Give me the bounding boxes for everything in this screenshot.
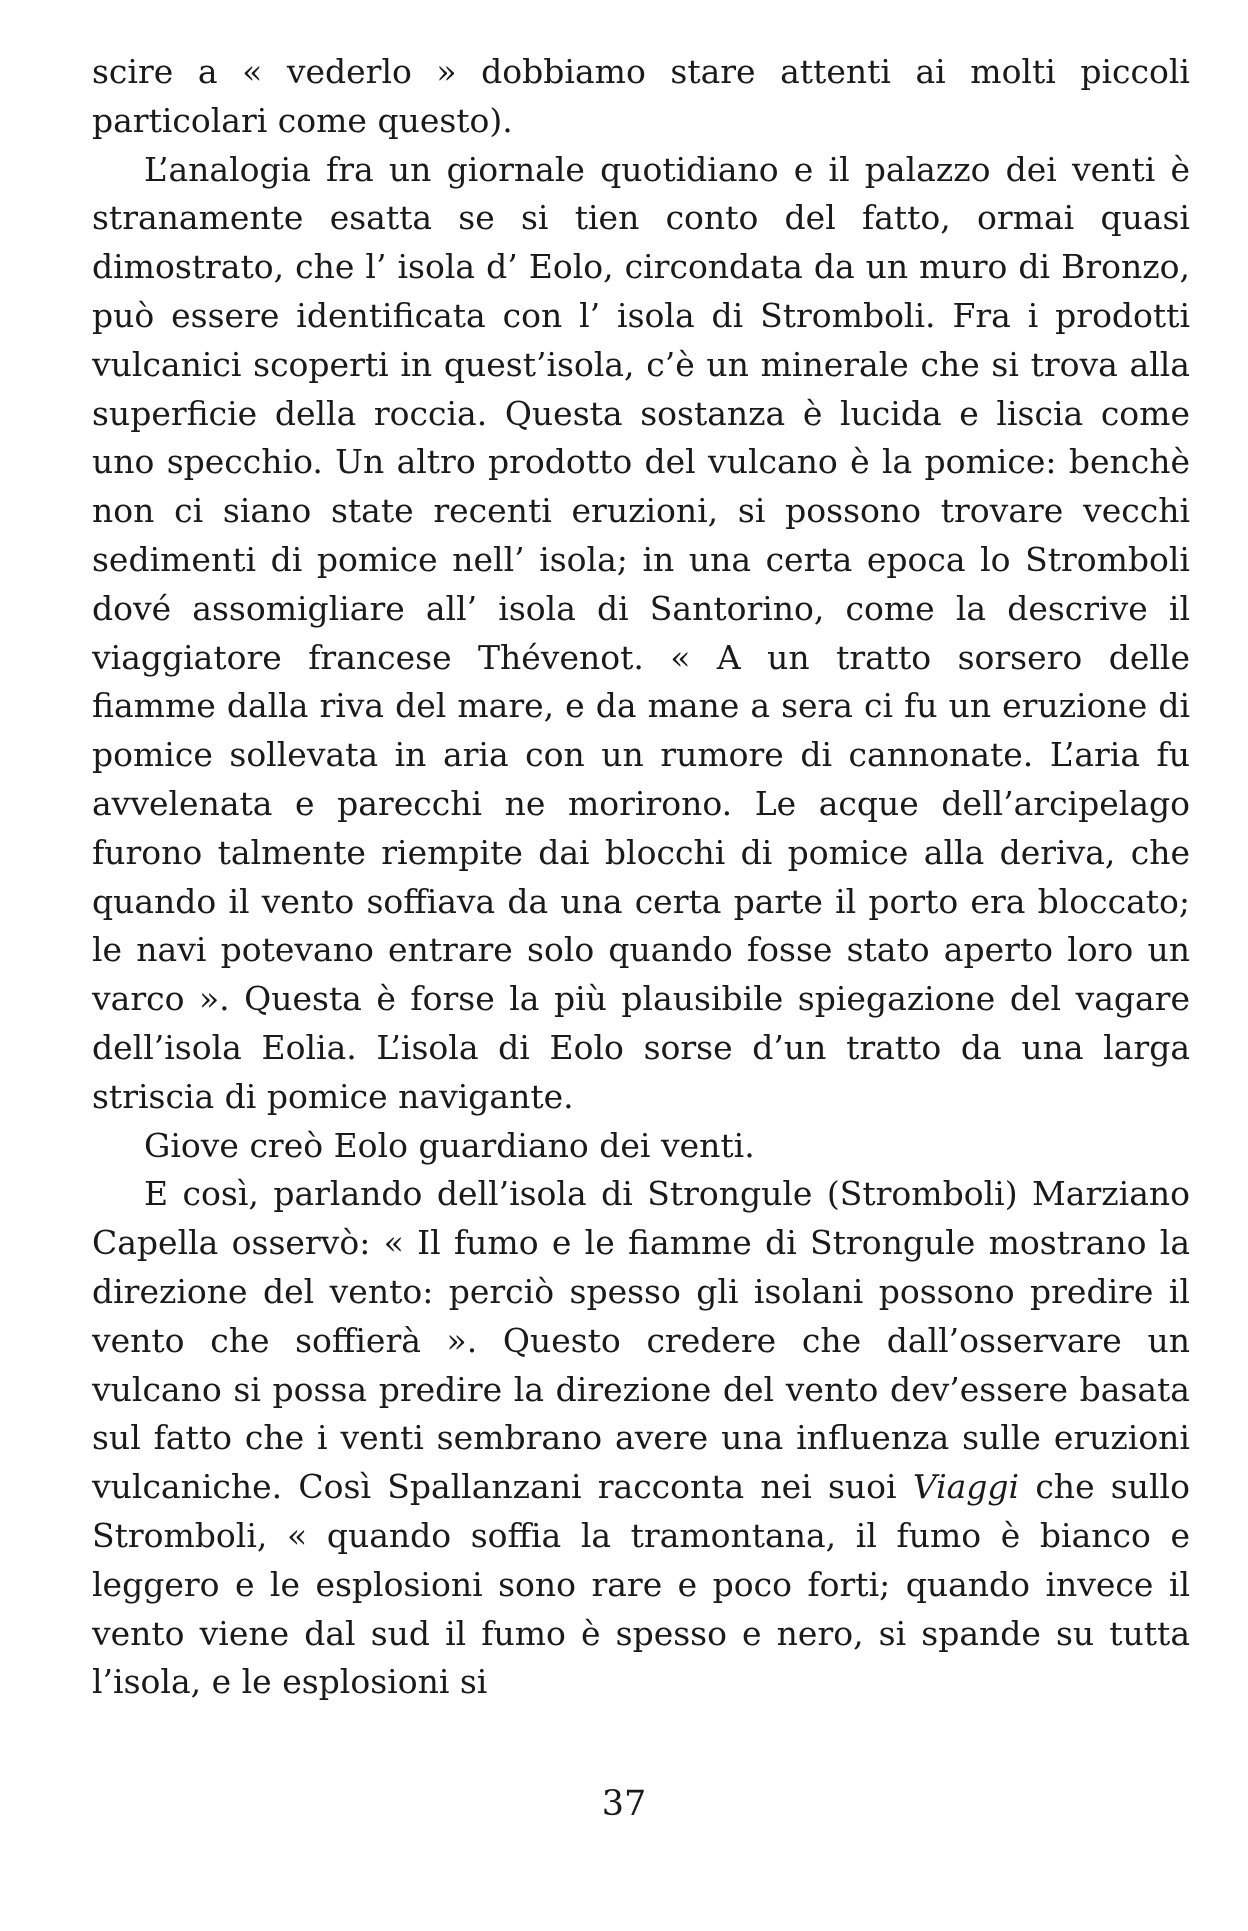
paragraph-continuation: scire a « vederlo » dobbiamo stare attenti ai molti piccoli particolari come questo).: [92, 52, 1190, 140]
page-number: 37: [601, 1784, 647, 1824]
paragraph-strongule-end: che sullo Stromboli, « quando soffia la tramontana, il fumo è bianco e leggero e le esplosioni sono rare e poco forti; quando invece il vento viene dal sud il fumo è spesso e nero, si spande su tutta l’isola, e le esplosioni si: [92, 1467, 1190, 1702]
paragraph-giove: Giove creò Eolo guardiano dei venti.: [144, 1125, 755, 1165]
paragraph-analogy: L’analogia fra un giornale quotidiano e il palazzo dei venti è stranamente esatta se si tien conto del fatto, ormai quasi dimostrato, che l’ isola d’ Eolo, circondata da un muro di Bronzo, può essere identificata con l’ isola di Stromboli. Fra i prodotti vulcanici scoperti in quest’isola, c’è un minerale che si trova alla superficie della roccia. Questa sostanza è lucida e liscia come uno specchio. Un altro prodotto del vulcano è la pomice: benchè non ci siano state recenti eruzioni, si possono trovare vecchi sedimenti di pomice nell’ isola; in una certa epoca lo Stromboli dové assomigliare all’ isola di Santorino, come la descrive il viaggiatore francese Thévenot. « A un tratto sorsero delle fiamme dalla riva del mare, e da mane a sera ci fu un eruzione di pomice sollevata in aria con un rumore di cannonate. L’aria fu avvelenata e parecchi ne morirono. Le acque dell’arcipelago furono talmente riempite dai blocchi di pomice alla deriva, che quando il vento soffiava da una certa parte il porto era bloccato; le navi potevano entrare solo quando fosse stato aperto loro un varco ». Questa è forse la più plausibile spiegazione del vagare dell’isola Eolia. L’isola di Eolo sorse d’un tratto da una larga striscia di pomice navigante.: [92, 149, 1190, 1116]
paragraph-strongule: [92, 1170, 1190, 1707]
body-text: [92, 48, 1190, 1707]
italic-title-viaggi: Viaggi: [912, 1467, 1020, 1507]
paragraph-strongule-start: E così, parlando dell’isola di Strongule (Stromboli) Marziano Capella osservò: « Il fumo e le fiamme di Strongule mostrano la direzione del vento: perciò spesso gli isolani possono predire il vento che soffierà ». Questo credere che dall’osservare un vulcano si possa predire la direzione del vento dev’essere basata sul fatto che i venti sembrano avere una influenza sulle eruzioni vulcaniche. Così Spallanzani racconta nei suoi: [92, 1174, 1190, 1507]
